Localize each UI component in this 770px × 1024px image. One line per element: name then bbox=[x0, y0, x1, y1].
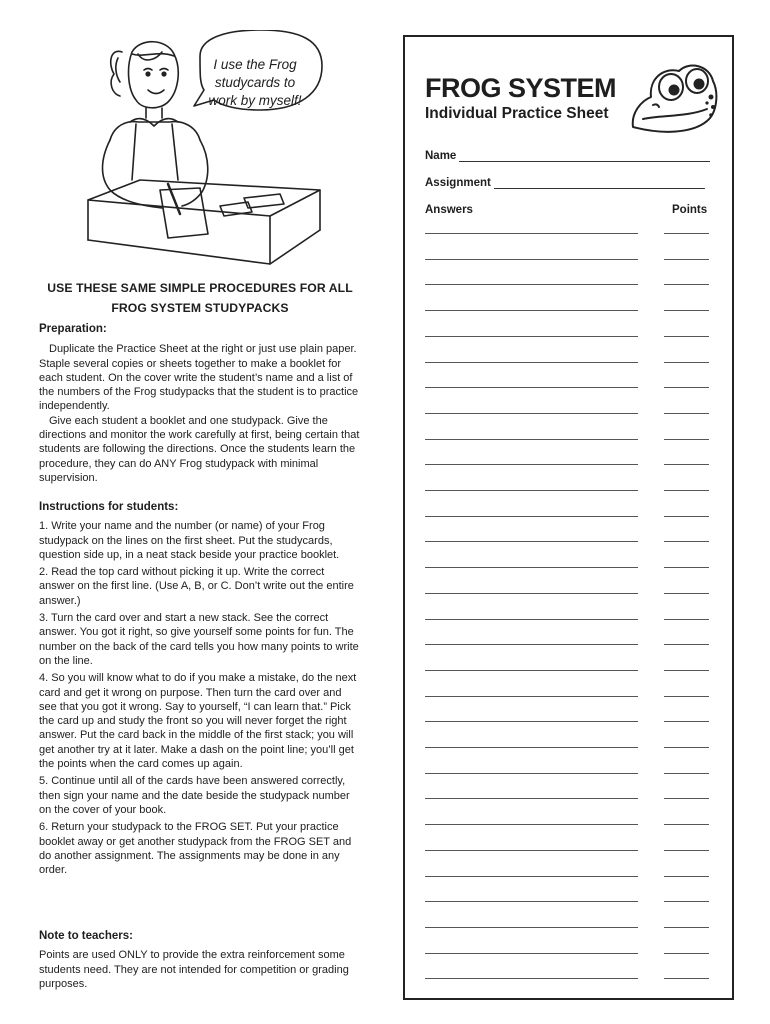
points-line[interactable] bbox=[664, 850, 709, 851]
points-line[interactable] bbox=[664, 516, 709, 517]
answer-line[interactable] bbox=[425, 310, 638, 311]
answer-line[interactable] bbox=[425, 593, 638, 594]
answer-line[interactable] bbox=[425, 927, 638, 928]
instruction-step: 5. Continue until all of the cards have been answered correctly, then sign your name and the date beside the studypack number on the cover of your book. bbox=[39, 775, 350, 816]
points-line[interactable] bbox=[664, 644, 709, 645]
points-column-header: Points bbox=[672, 204, 708, 216]
points-line[interactable] bbox=[664, 747, 709, 748]
answer-line[interactable] bbox=[425, 233, 638, 234]
answer-line[interactable] bbox=[425, 516, 638, 517]
answer-line[interactable] bbox=[425, 284, 638, 285]
answer-line[interactable] bbox=[425, 901, 638, 902]
instructions-section bbox=[39, 500, 361, 880]
points-line[interactable] bbox=[664, 387, 709, 388]
preparation-paragraph-1: Duplicate the Practice Sheet at the right or just use plain paper. Staple several copies or sheets together to make a booklet for each student. On the cover write the student’s name and a list of the numbers of the Frog studypacks that the student is to practice independently. bbox=[39, 343, 359, 413]
points-line[interactable] bbox=[664, 696, 709, 697]
points-line[interactable] bbox=[664, 721, 709, 722]
preparation-section bbox=[39, 322, 361, 485]
procedures-heading-line1: USE THESE SAME SIMPLE PROCEDURES FOR ALL bbox=[47, 281, 353, 295]
points-line[interactable] bbox=[664, 464, 709, 465]
name-field[interactable] bbox=[425, 149, 710, 162]
answer-line[interactable] bbox=[425, 747, 638, 748]
points-line[interactable] bbox=[664, 927, 709, 928]
points-line[interactable] bbox=[664, 798, 709, 799]
answer-line[interactable] bbox=[425, 336, 638, 337]
answer-line[interactable] bbox=[425, 644, 638, 645]
answer-line[interactable] bbox=[425, 824, 638, 825]
points-line[interactable] bbox=[664, 541, 709, 542]
answer-line[interactable] bbox=[425, 413, 638, 414]
points-line[interactable] bbox=[664, 876, 709, 877]
answer-line[interactable] bbox=[425, 619, 638, 620]
instruction-step: 6. Return your studypack to the FROG SET. Put your practice booklet away or get another studypack from the FROG SET and do another assignment. The assignments may be done in any order. bbox=[39, 821, 352, 877]
points-line[interactable] bbox=[664, 773, 709, 774]
answer-line[interactable] bbox=[425, 978, 638, 979]
points-line[interactable] bbox=[664, 284, 709, 285]
points-line[interactable] bbox=[664, 336, 709, 337]
assignment-line[interactable] bbox=[494, 176, 705, 189]
answer-line[interactable] bbox=[425, 387, 638, 388]
points-line[interactable] bbox=[664, 310, 709, 311]
points-line[interactable] bbox=[664, 259, 709, 260]
procedures-heading-line2: FROG SYSTEM STUDYPACKS bbox=[111, 301, 289, 315]
points-line[interactable] bbox=[664, 619, 709, 620]
points-line[interactable] bbox=[664, 413, 709, 414]
frog-logo-icon bbox=[627, 57, 721, 137]
answer-line[interactable] bbox=[425, 464, 638, 465]
answer-line[interactable] bbox=[425, 798, 638, 799]
answer-line[interactable] bbox=[425, 541, 638, 542]
assignment-label: Assignment bbox=[425, 177, 491, 189]
answer-line[interactable] bbox=[425, 439, 638, 440]
answer-line[interactable] bbox=[425, 953, 638, 954]
note-title: Note to teachers: bbox=[39, 930, 133, 942]
instructions-title: Instructions for students: bbox=[39, 501, 179, 513]
answers-column-header: Answers bbox=[425, 204, 473, 216]
answer-line[interactable] bbox=[425, 567, 638, 568]
points-line[interactable] bbox=[664, 567, 709, 568]
note-section bbox=[39, 929, 361, 991]
answer-line[interactable] bbox=[425, 490, 638, 491]
points-line[interactable] bbox=[664, 439, 709, 440]
speech-bubble-text: I use the Frog studycards to work by myself! bbox=[208, 57, 302, 108]
points-line[interactable] bbox=[664, 901, 709, 902]
points-line[interactable] bbox=[664, 233, 709, 234]
name-line[interactable] bbox=[459, 149, 710, 162]
points-line[interactable] bbox=[664, 824, 709, 825]
instruction-step: 1. Write your name and the number (or name) of your Frog studypack on the lines on the first sheet. Put the studycards, question side up, in a neat stack beside your practice booklet. bbox=[39, 520, 340, 561]
answer-line[interactable] bbox=[425, 670, 638, 671]
preparation-title: Preparation: bbox=[39, 323, 107, 335]
instruction-step: 3. Turn the card over and start a new stack. See the correct answer. You got it right, so give yourself some points for fun. The number on the back of the card tells you how many points to write on the line. bbox=[39, 612, 359, 667]
answer-line[interactable] bbox=[425, 362, 638, 363]
points-line[interactable] bbox=[664, 490, 709, 491]
answer-line[interactable] bbox=[425, 259, 638, 260]
instruction-step: 4. So you will know what to do if you make a mistake, do the next card and get it wrong on purpose. Then turn the card over and see that you got it wrong. Say to yourself, “I can learn that.” Pick the card up and study the front so you will never forget the right answer. Put the card back in the middle of the first stack; you will get another try at it later. Make a dash on the point line; you’ll get the points when the card comes up again. bbox=[39, 672, 357, 771]
points-line[interactable] bbox=[664, 978, 709, 979]
note-text: Points are used ONLY to provide the extra reinforcement some students need. They are not intended for competition or grading purposes. bbox=[39, 949, 349, 990]
answer-line[interactable] bbox=[425, 773, 638, 774]
sheet-title: FROG SYSTEM bbox=[425, 73, 617, 103]
instruction-step: 2. Read the top card without picking it up. Write the correct answer on the first line. (Use A, B, or C. Don’t write out the entire answer.) bbox=[39, 566, 354, 607]
practice-sheet bbox=[403, 35, 734, 1000]
answer-line[interactable] bbox=[425, 850, 638, 851]
speech-bubble bbox=[196, 40, 314, 126]
name-label: Name bbox=[425, 150, 457, 162]
procedures-heading bbox=[39, 278, 361, 318]
points-line[interactable] bbox=[664, 593, 709, 594]
points-line[interactable] bbox=[664, 362, 709, 363]
assignment-field[interactable] bbox=[425, 176, 705, 189]
answer-line[interactable] bbox=[425, 721, 638, 722]
points-line[interactable] bbox=[664, 953, 709, 954]
sheet-subtitle: Individual Practice Sheet bbox=[425, 105, 609, 122]
answer-line[interactable] bbox=[425, 876, 638, 877]
answer-line[interactable] bbox=[425, 696, 638, 697]
points-line[interactable] bbox=[664, 670, 709, 671]
preparation-paragraph-2: Give each student a booklet and one studypack. Give the directions and monitor the work carefully at first, being certain that students are following the directions. Once the students learn the procedure, they can do ANY Frog studypack with minimal supervision. bbox=[39, 414, 360, 484]
